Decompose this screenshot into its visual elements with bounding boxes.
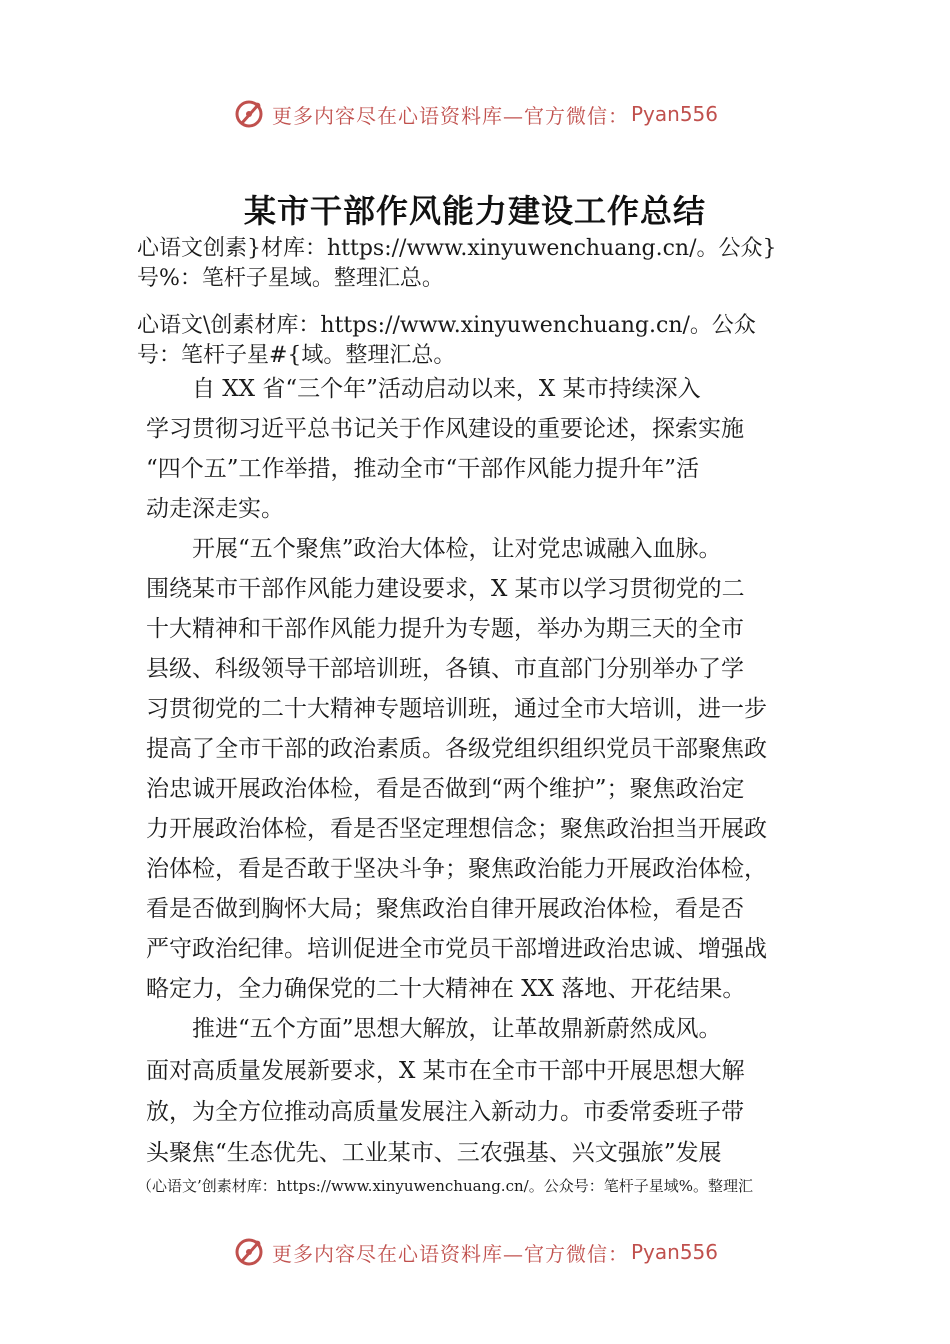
body-line: 提高了全市干部的政治素质。各级党组织组织党员干部聚焦政 [146,736,767,762]
source-note [137,311,837,371]
source-note-line: 心语文\创素材库：https://www.xinyuwenchuang.cn/。公众 [137,313,756,338]
footer-banner [0,1232,950,1272]
body-line: 十大精神和干部作风能力提升为专题，举办为期三天的全市 [146,616,744,642]
body-line: 治体检，看是否敢于坚决斗争；聚焦政治能力开展政治体检， [146,856,767,882]
source-note-line: 号：笔杆子星#{域。整理汇总。 [137,343,456,368]
body-line: 头聚焦“生态优先、工业某市、三农强基、兴文强旅”发展 [146,1140,722,1166]
header-banner [0,94,950,134]
banner-wechat-id: Pyan556 [630,1240,718,1264]
source-note-line: 心语文创素}材库：https://www.xinyuwenchuang.cn/。公众} [137,236,777,261]
body-line: 习贯彻党的二十大精神专题培训班，通过全市大培训，进一步 [146,696,767,722]
body-line: 开展“五个聚焦”政治大体检，让对党忠诚融入血脉。 [146,536,722,562]
body-line: 放，为全方位推动高质量发展注入新动力。市委常委班子带 [146,1099,744,1125]
body-line: 略定力，全力确保党的二十大精神在 XX 落地、开花结果。 [146,976,746,1002]
body-line: 推进“五个方面”思想大解放，让革故鼎新蔚然成风。 [146,1016,722,1042]
quill-logo-icon [232,1235,266,1269]
body-line: 面对高质量发展新要求，X 某市在全市干部中开展思想大解 [146,1058,745,1084]
body-line: 力开展政治体检，看是否坚定理想信念；聚焦政治担当开展政 [146,816,767,842]
banner-text: 更多内容尽在心语资料库—官方微信： [271,1241,629,1266]
body-line: “四个五”工作举措，推动全市“干部作风能力提升年”活 [146,456,700,482]
body-line: 治忠诚开展政治体检，看是否做到“两个维护”；聚焦政治定 [146,776,745,802]
body-line: 动走深走实。 [146,496,284,522]
banner-wechat-id: Pyan556 [630,102,718,126]
quill-logo-icon [232,97,266,131]
body-line: 看是否做到胸怀大局；聚焦政治自律开展政治体检，看是否 [146,896,744,922]
body-line: 严守政治纪律。培训促进全市党员干部增进政治忠诚、增强战 [146,936,767,962]
source-note-line: 号%：笔杆子星域。整理汇总。 [137,266,444,291]
body-line: 学习贯彻习近平总书记关于作风建设的重要论述，探索实施 [146,416,744,442]
source-note [137,234,837,294]
body-line: 县级、科级领导干部培训班，各镇、市直部门分别举办了学 [146,656,744,682]
banner-text: 更多内容尽在心语资料库—官方微信： [271,103,629,128]
body-line: 围绕某市干部作风能力建设要求，X 某市以学习贯彻党的二 [146,576,745,602]
document-title: 某市干部作风能力建设工作总结 [243,192,706,230]
body-line: 自 XX 省“三个年”活动启动以来，X 某市持续深入 [146,376,701,402]
footer-source-note: （心语文’创素材库：https://www.xinyuwenchuang.cn/。公众号：笔杆子星域%。整理汇 [137,1177,753,1195]
